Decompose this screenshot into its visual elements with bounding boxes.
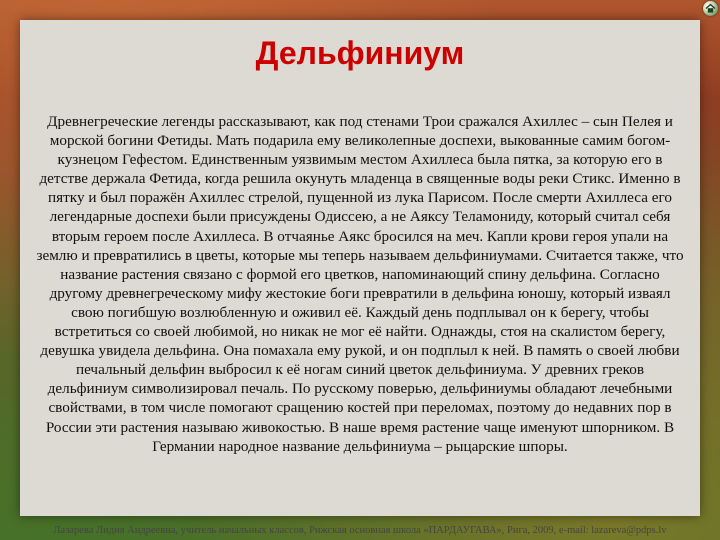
home-button[interactable] [703,1,718,16]
slide-panel [20,20,700,516]
house-icon [705,3,716,14]
legend-text: Древнегреческие легенды рассказывают, как под стенами Трои сражался Ахиллес – сын Пелея и морской богини Фетиды. Мать подарила ему великолепные доспехи, выкованные самим богом-кузнецом Гефестом. Единственным уязвимым местом Ахиллеса была пятка, за которую его в детстве держала Фетида, когда решила окунуть младенца в священные воды реки Стикс. Именно в пятку и был поражён Ахиллес стрелой, пущенной из лука Парисом. После смерти Ахиллеса его легендарные доспехи были присуждены Одиссею, а не Аяксу Теламониду, который считал себя вторым героем после Ахиллеса. В отчаянье Аякс бросился на меч. Капли крови героя упали на землю и превратились в цветы, которые мы теперь называем дельфиниумами. Считается также, что название растения связано с формой его цветков, напоминающий спину дельфина. Согласно другому древнегреческому мифу жестокие боги превратили в дельфина юношу, который изваял свою погибшую возлюбленную и оживил её. Каждый день подплывал он к берегу, чтобы встретиться со своей любимой, но никак не мог её найти. Однажды, стоя на скалистом берегу, девушка увидела дельфина. Она помахала ему рукой, и он подплыл к ней. В память о своей любви печальный дельфин выбросил к её ногам синий цветок дельфиниума. У древних греков дельфиниум символизировал печаль. По русскому поверью, дельфиниумы обладают лечебными свойствами, в том числе помогают сращению костей при переломах, поэтому до недавних пор в России эти растения называю живокостью. В наше время растение чаще именуют шпорником. В Германии народное название дельфиниума – рыцарские шпоры. [36,113,684,455]
page-title: Дельфиниум [255,35,465,71]
author-footer: Лазарева Лидия Андреевна, учитель начальных классов, Рижская основная школа «ПАРДАУГАВА», Рига, 2009, e-mail: lazareva@pdps.lv [53,525,667,536]
